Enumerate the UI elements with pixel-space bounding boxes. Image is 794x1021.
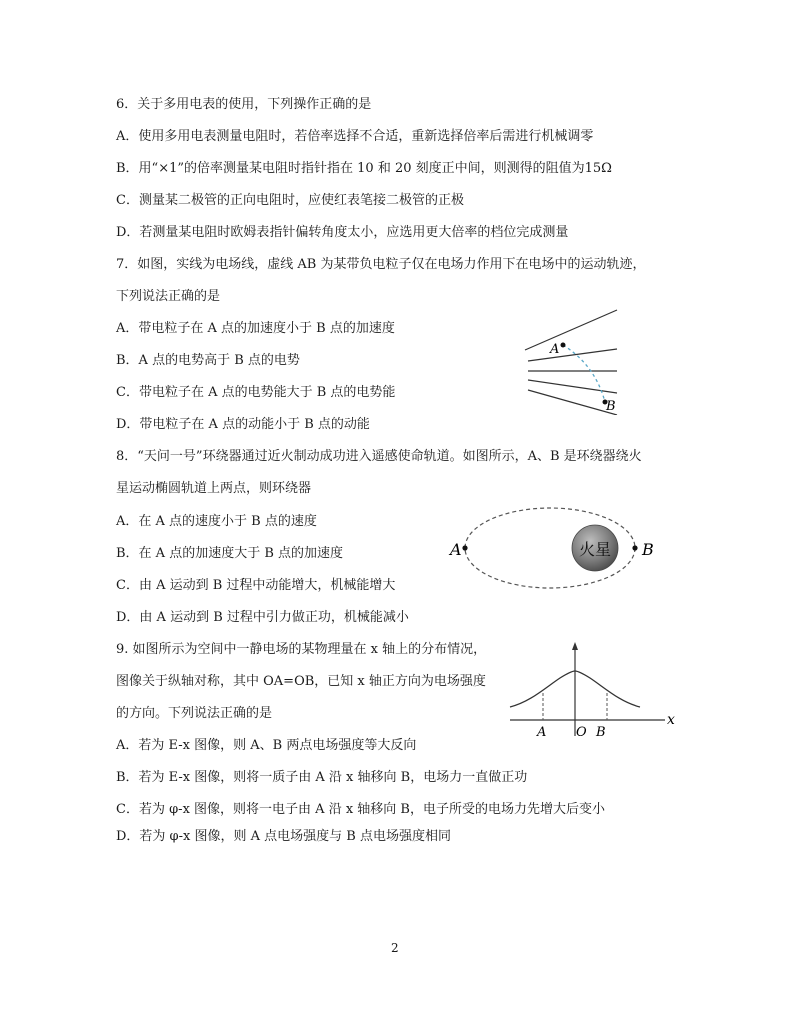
label-a: A [550, 342, 560, 357]
q6-option-d: D．若测量某电阻时欧姆表指针偏转角度太小，应选用更大倍率的档位完成测量 [116, 225, 569, 240]
q7-stem-line2: 下列说法正确的是 [116, 289, 221, 304]
field-line-1 [525, 310, 617, 350]
q6-stem: 6．关于多用电表的使用，下列操作正确的是 [116, 97, 372, 112]
q9-distribution-graph [505, 640, 685, 740]
q7-option-c: C．带电粒子在 A 点的电势能大于 B 点的电势能 [116, 385, 396, 400]
q6-option-c: C．测量某二极管的正向电阻时，应使红表笔接二极管的正极 [116, 193, 464, 208]
mars-label: 火星 [578, 540, 612, 559]
point-a-dot [561, 343, 566, 348]
vertical-axis-arrow [572, 642, 578, 650]
q7-option-b: B．A 点的电势高于 B 点的电势 [116, 353, 300, 368]
q8-option-d: D．由 A 运动到 B 过程中引力做正功，机械能减小 [116, 610, 409, 625]
q9-option-c: C．若为 φ-x 图像，则将一电子由 A 沿 x 轴移向 B，电子所受的电场力先增大后变小 [116, 802, 605, 817]
q8-option-a: A．在 A 点的速度小于 B 点的速度 [116, 514, 317, 529]
label-o: O [576, 725, 587, 740]
q7-stem-line1: 7．如图，实线为电场线，虚线 AB 为某带负电粒子仅在电场力作用下在电场中的运动轨迹， [116, 257, 646, 272]
label-b: B [606, 399, 616, 414]
q8-stem-line2: 星运动椭圆轨道上两点，则环绕器 [116, 481, 312, 496]
x-axis-label: x [667, 712, 675, 728]
q7-option-d: D．带电粒子在 A 点的动能小于 B 点的动能 [116, 417, 370, 432]
q8-option-c: C．由 A 运动到 B 过程中动能增大，机械能增大 [116, 578, 396, 593]
label-b: B [642, 540, 654, 559]
q6-option-b: B．用“×1”的倍率测量某电阻时指针指在 10 和 20 刻度正中间，则测得的阻值为15Ω [116, 161, 612, 176]
field-line-4 [528, 380, 617, 393]
point-b-dot [632, 545, 637, 550]
q9-stem-line2: 图像关于纵轴对称，其中 OA=OB，已知 x 轴正方向为电场强度 [116, 674, 486, 689]
q9-stem-line3: 的方向。下列说法正确的是 [116, 706, 273, 721]
label-b: B [596, 725, 606, 740]
q9-option-b: B．若为 E-x 图像，则将一质子由 A 沿 x 轴移向 B，电场力一直做正功 [116, 770, 528, 785]
q8-stem-line1: 8．“天问一号”环绕器通过近火制动成功进入遥感使命轨道。如图所示，A、B 是环绕器绕火 [116, 449, 642, 464]
q9-option-d: D．若为 φ-x 图像，则 A 点电场强度与 B 点电场强度相同 [116, 829, 451, 844]
q9-stem-line1: 9. 如图所示为空间中一静电场的某物理量在 x 轴上的分布情况， [116, 642, 487, 657]
q7-option-a: A．带电粒子在 A 点的加速度小于 B 点的加速度 [116, 321, 395, 336]
q6-option-a: A．使用多用电表测量电阻时，若倍率选择不合适，重新选择倍率后需进行机械调零 [116, 129, 594, 144]
label-a: A [537, 725, 547, 740]
q8-option-b: B．在 A 点的加速度大于 B 点的加速度 [116, 546, 344, 561]
page-number: 2 [391, 941, 399, 955]
q9-option-a: A．若为 E-x 图像，则 A、B 两点电场强度等大反向 [116, 738, 417, 753]
q7-field-line-figure [520, 305, 630, 415]
field-line-2 [528, 349, 617, 361]
q8-orbit-figure [448, 502, 668, 602]
label-a: A [450, 540, 462, 559]
point-a-dot [462, 545, 467, 550]
